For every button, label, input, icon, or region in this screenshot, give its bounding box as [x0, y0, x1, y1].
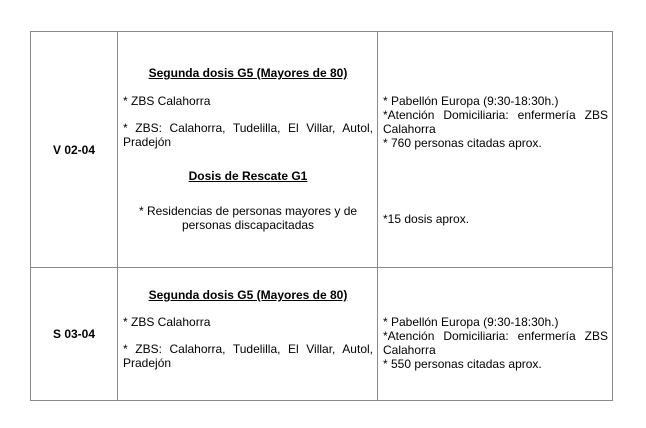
description-cell [118, 268, 378, 401]
group-item: * Residencias de personas mayores y de personas discapacitadas [138, 204, 358, 232]
schedule-table [30, 31, 613, 401]
detail-line: * Pabellón Europa (9:30-18:30h.) [383, 94, 559, 108]
detail-line: *15 dosis aprox. [383, 212, 470, 226]
detail-line: *Atención Domiciliaria: enfermería ZBS Calahorra [383, 108, 608, 136]
detail-line: *Atención Domiciliaria: enfermería ZBS Calahorra [383, 329, 608, 357]
table-row [31, 268, 613, 401]
table-row [31, 32, 613, 268]
group-heading: Segunda dosis G5 (Mayores de 80) [148, 288, 348, 302]
group-item: * ZBS Calahorra [123, 315, 211, 329]
details-cell [378, 268, 613, 401]
group-heading: Segunda dosis G5 (Mayores de 80) [148, 66, 348, 80]
description-cell [118, 32, 378, 268]
date-label: S 03-04 [52, 327, 96, 341]
details-cell [378, 32, 613, 268]
date-label: V 02-04 [52, 142, 96, 157]
detail-line: * Pabellón Europa (9:30-18:30h.) [383, 315, 559, 329]
group-item: * ZBS: Calahorra, Tudelilla, El Villar, Autol, Pradejón [123, 121, 373, 149]
date-cell [31, 32, 118, 268]
detail-line: * 760 personas citadas aprox. [383, 136, 542, 150]
group-item: * ZBS: Calahorra, Tudelilla, El Villar, Autol, Pradejón [123, 342, 373, 370]
group-heading: Dosis de Rescate G1 [188, 169, 308, 183]
date-cell [31, 268, 118, 401]
detail-line: * 550 personas citadas aprox. [383, 357, 542, 371]
group-item: * ZBS Calahorra [123, 94, 211, 108]
